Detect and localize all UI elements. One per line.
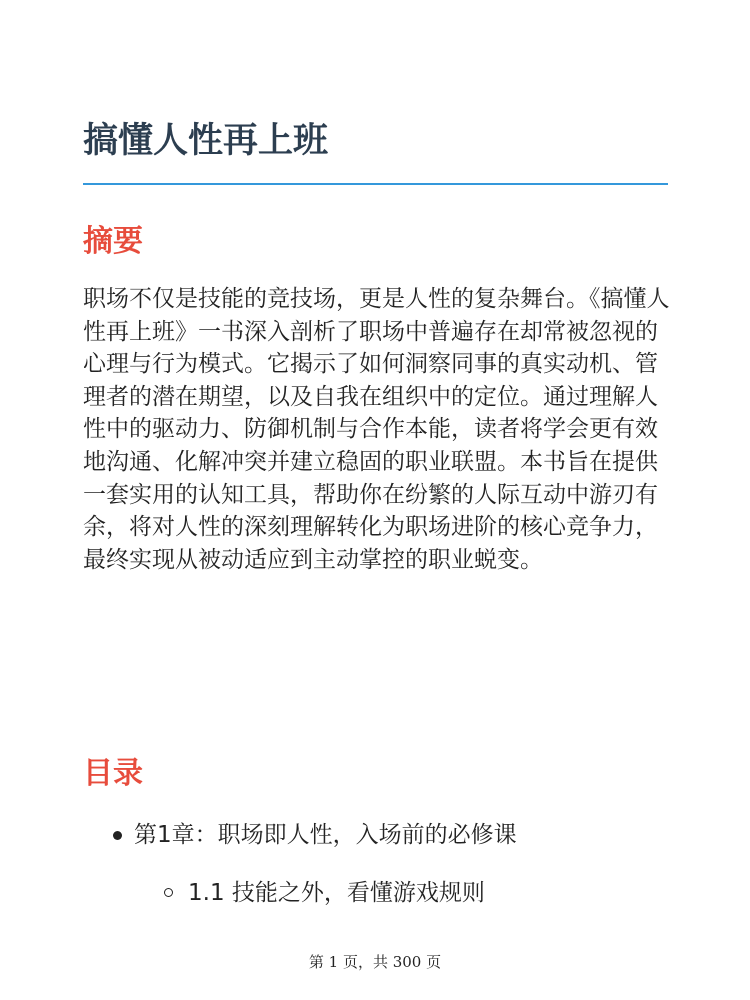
title-divider (83, 183, 668, 185)
summary-heading: 摘要 (83, 224, 143, 259)
toc-item-chapter-1[interactable]: 第1章：职场即人性，入场前的必修课 (134, 822, 517, 848)
summary-paragraph: 职场不仅是技能的竞技场，更是人性的复杂舞台。《搞懂人性再上班》一书深入剖析了职场中普遍存在却常被忽视的心理与行为模式。它揭示了如何洞察同事的真实动机、管理者的潜在期望，以及自我在组织中的定位。通过理解人性中的驱动力、防御机制与合作本能，读者将学会更有效地沟通、化解冲突并建立稳固的职业联盟。本书旨在提供一套实用的认知工具，帮助你在纷繁的人际互动中游刃有余，将对人性的深刻理解转化为职场进阶的核心竞争力，最终实现从被动适应到主动掌控的职业蜕变。 (83, 286, 670, 573)
page-number-footer: 第 1 页，共 300 页 (308, 953, 442, 971)
bullet-circle-icon (164, 888, 173, 897)
toc-heading: 目录 (83, 756, 143, 791)
document-title: 搞懂人性再上班 (83, 121, 329, 161)
toc-item-section-1-1[interactable]: 1.1 技能之外，看懂游戏规则 (188, 880, 485, 906)
bullet-dot-icon (113, 831, 122, 840)
